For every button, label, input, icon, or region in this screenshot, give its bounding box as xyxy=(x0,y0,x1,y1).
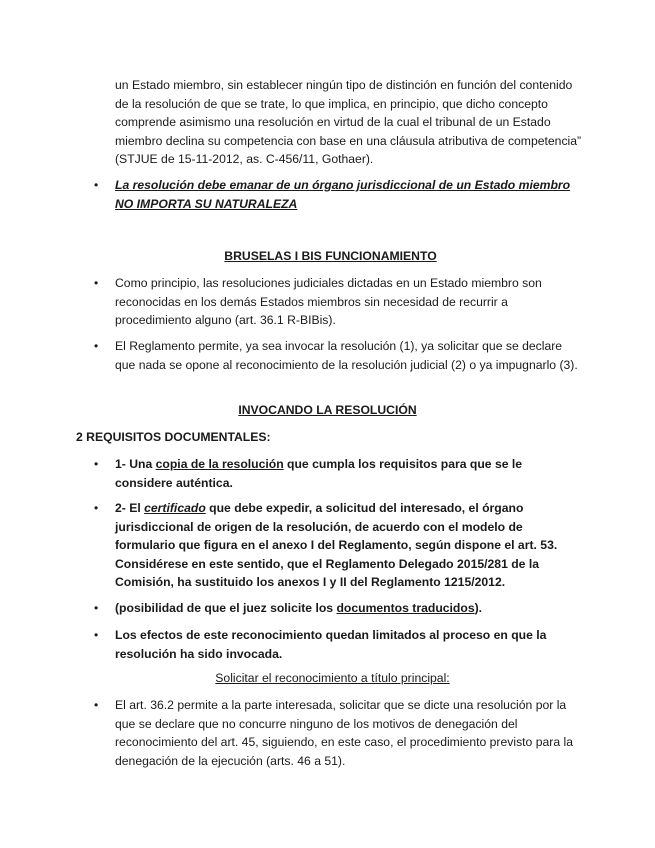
requisito-3-suffix: ). xyxy=(474,601,483,615)
heading-invocando: INVOCANDO LA RESOLUCIÓN xyxy=(238,403,417,417)
requisito-1 xyxy=(115,455,555,492)
bullet-marker: • xyxy=(94,276,99,290)
bullet-marker: • xyxy=(94,457,99,471)
requisito-2-suffix: que debe expedir, a solicitud del interesado, el órgano jurisdiccional de origen de la resolución, de acuerdo con el modelo de formulario que figura en el anexo I del Reglamento, según dispone el art. 53. Considérese en este sentido, que el Reglamento Delegado 2015/281 de la Comisión, ha sustituido los anexos I y II del Reglamento 1215/2012. xyxy=(115,501,558,590)
certificado-link: certificado xyxy=(144,501,206,515)
principio-bullet: Como principio, las resoluciones judiciales dictadas en un Estado miembro son reconocidas en los demás Estados miembros sin necesidad de recurrir a procedimiento alguno (art. 36.1 R-BIBis). xyxy=(115,276,542,328)
bullet-marker: • xyxy=(94,501,99,515)
heading-funcionamiento: BRUSELAS I BIS FUNCIONAMIENTO xyxy=(224,249,437,263)
bullet-marker: • xyxy=(94,178,99,192)
heading-requisitos: 2 REQUISITOS DOCUMENTALES: xyxy=(76,430,271,444)
bullet-marker: • xyxy=(94,628,99,642)
requisito-3-prefix: (posibilidad de que el juez solicite los xyxy=(115,601,337,615)
bullet-marker: • xyxy=(94,698,99,712)
art36-bullet: El art. 36.2 permite a la parte interesada, solicitar que se dicte una resolución por la que se declare que no concurre ninguno de los motivos de denegación del reconocimiento del art. 45, siguiendo, en este caso, el procedimiento previsto para la denegación de la ejecución (arts. 46 a 51). xyxy=(115,698,573,768)
organo-jurisdiccional-bullet: La resolución debe emanar de un órgano jurisdiccional de un Estado miembro NO IMPORTA SU NATURALEZA xyxy=(115,178,571,211)
requisito-1-suffix: que cumpla los requisitos para que se le considere auténtica. xyxy=(115,457,523,490)
requisito-4: Los efectos de este reconocimiento quedan limitados al proceso en que la resolución ha sido invocada. xyxy=(115,628,547,661)
reglamento-bullet: El Reglamento permite, ya sea invocar la resolución (1), ya solicitar que se declare que nada se opone al reconocimiento de la resolución judicial (2) o ya impugnarlo (3). xyxy=(115,339,578,372)
intro-paragraph: un Estado miembro, sin establecer ningún tipo de distinción en función del contenido de la resolución de que se trate, lo que implica, en principio, que dicho concepto comprende asimismo una resolución en virtud de la cual el tribunal de un Estado miembro declina su competencia con base en una cláusula atributiva de competencia” (STJUE de 15-11-2012, as. C-456/11, Gothaer). xyxy=(115,78,582,167)
requisito-1-prefix: 1- Una xyxy=(115,457,156,471)
bullet-marker: • xyxy=(94,601,99,615)
bullet-marker: • xyxy=(94,339,99,353)
documentos-traducidos-link: documentos traducidos xyxy=(336,601,475,615)
heading-solicitar: Solicitar el reconocimiento a título principal: xyxy=(215,671,450,685)
requisito-3 xyxy=(115,599,585,618)
copia-resolucion-link: copia de la resolución xyxy=(155,457,284,471)
requisito-2 xyxy=(115,499,565,592)
requisito-2-prefix: 2- El xyxy=(115,501,145,515)
